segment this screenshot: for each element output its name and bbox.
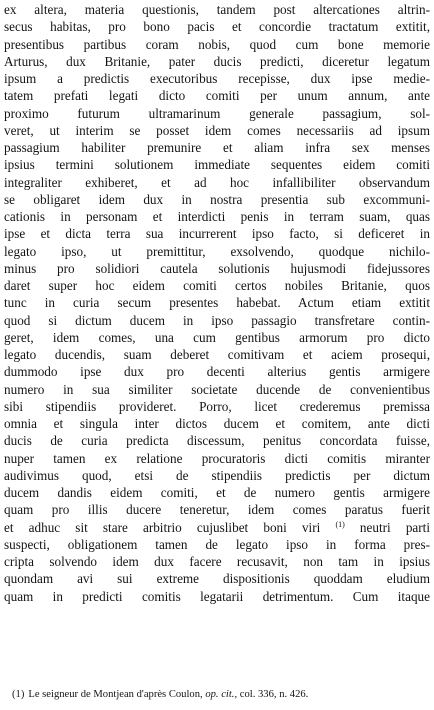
line-text: cationis in personam et interdicti penis in terram suam, quas xyxy=(4,209,430,224)
text-line xyxy=(4,243,430,260)
line-text: proximo futurum ultramarinum generale passagium, sol- xyxy=(4,105,430,121)
line-text-continued: neutri parti xyxy=(359,519,430,535)
text-line xyxy=(4,484,430,501)
text-line xyxy=(4,87,430,104)
line-text: quod si dictum ducem in ipso passagio transfretare contin- xyxy=(4,312,430,328)
line-text: quam in predicti comitis legatarii detrimentum. Cum itaque xyxy=(4,588,430,604)
footnote-number: (1) xyxy=(12,689,25,700)
text-line xyxy=(4,18,430,35)
line-text: sibi stipendiis provideret. Porro, licet crederemus premissa xyxy=(4,398,430,414)
line-text: legato ipso, ut premittitur, exsolvendo, quodque nichilo- xyxy=(4,243,430,259)
line-text: cripta solvendo idem dux facere recusavit, non tam in ipsius xyxy=(4,554,430,569)
text-line xyxy=(4,432,430,449)
text-line xyxy=(4,519,430,536)
text-line xyxy=(4,53,430,70)
line-text: ipsum a predictis executoribus recepisse, dux ipse medie- xyxy=(4,71,430,86)
text-line xyxy=(4,36,430,53)
line-text: quam pro illis ducere teneretur, idem comes paratus fuerit xyxy=(4,502,430,518)
line-text: passagium habiliter premunire et aliam infra sex menses xyxy=(4,140,430,155)
text-line xyxy=(4,139,430,156)
text-line xyxy=(4,70,430,87)
text-line xyxy=(4,467,430,484)
footnote-text: Le seigneur de Montjean d'après Coulon, xyxy=(28,689,203,700)
footnote-ref: , col. 336, n. 426. xyxy=(234,689,309,700)
line-text: audivimus quod, etsi de stipendiis predictis per dictum xyxy=(4,467,430,483)
text-line xyxy=(4,363,430,380)
line-text: tunc in curia secum presentes habebat. Actum etiam extitit xyxy=(4,295,430,311)
line-text: dummodo ipse dux pro decenti alterius gentis armigere xyxy=(4,364,430,380)
line-text: ducem dandis eidem comiti, et de numero gentis armigere xyxy=(4,485,430,500)
text-line xyxy=(4,156,430,173)
text-line xyxy=(4,501,430,518)
text-line xyxy=(4,570,430,587)
text-line xyxy=(4,277,430,294)
line-text: ipse et dicta terra sua incurrerent ipso facto, si deficeret in xyxy=(4,226,430,242)
text-line xyxy=(4,312,430,329)
line-text: presentibus partibus coram nobis, quod cum bone memorie xyxy=(4,36,430,52)
text-line xyxy=(4,174,430,191)
line-text: suspecti, obligationem tamen de legato ipso in forma pres- xyxy=(4,536,430,552)
text-line xyxy=(4,191,430,208)
text-line xyxy=(4,588,430,605)
line-text: ex altera, materia questionis, tandem post altercationes altrin- xyxy=(4,2,430,17)
line-text: et adhuc sit stare arbitrio cujuslibet boni viri xyxy=(4,519,321,535)
text-line xyxy=(4,398,430,415)
line-text: legato ducendis, suam deberet comitivam et aciem prosequi, xyxy=(4,347,430,362)
footnote-op-cit: op. cit. xyxy=(205,689,235,700)
text-line xyxy=(4,346,430,363)
line-text: ipsius termini solutionem immediate sequentes eidem comiti xyxy=(4,157,430,173)
line-text: ducis de curia predicta discessum, penitus concordata fuisse, xyxy=(4,433,430,449)
line-text: Arturus, dux Britanie, pater ducis predicti, diceretur legatum xyxy=(4,53,430,69)
text-line xyxy=(4,294,430,311)
text-line xyxy=(4,122,430,139)
text-line xyxy=(4,225,430,242)
text-line xyxy=(4,450,430,467)
line-text: minus pro solidiori cautela solutionis hujusmodi fidejussores xyxy=(4,260,430,276)
document-page xyxy=(4,0,430,710)
line-text: tatem prefati legati dicto comiti per unum annum, ante xyxy=(4,88,430,104)
text-line xyxy=(4,329,430,346)
line-text: omnia et singula inter dictos ducem et comitem, ante dicti xyxy=(4,416,430,431)
text-line xyxy=(4,381,430,398)
line-text: geret, idem comes, una cum gentibus armorum pro dicto xyxy=(4,329,430,345)
line-text: daret super hoc eidem comiti certos nobiles Britanie, quos xyxy=(4,278,430,293)
line-text: veret, ut interim se posset idem comes necessariis ad ipsum xyxy=(4,122,430,138)
text-line xyxy=(4,553,430,570)
body-text xyxy=(4,0,430,605)
text-line xyxy=(4,536,430,553)
line-text: integraliter exhiberet, et ad hoc infallibiliter observandum xyxy=(4,174,430,190)
text-line xyxy=(4,1,430,18)
text-line xyxy=(4,260,430,277)
text-line xyxy=(4,208,430,225)
line-text: se obligaret idem dux in nostra presentia sub excommuni- xyxy=(4,191,430,207)
line-text: numero in sua similiter societate ducende de convenientibus xyxy=(4,381,430,397)
line-text: secus habitas, pro bono pacis et concordie tractatum extitit, xyxy=(4,19,430,35)
footnote-marker: (1) xyxy=(335,519,345,529)
line-text: quondam avi sui extreme dispositionis quoddam eludium xyxy=(4,571,430,587)
text-line xyxy=(4,415,430,432)
footnote xyxy=(12,688,422,701)
text-line xyxy=(4,105,430,122)
line-text: nuper tamen ex relatione procuratoris dicti comitis miranter xyxy=(4,450,430,466)
